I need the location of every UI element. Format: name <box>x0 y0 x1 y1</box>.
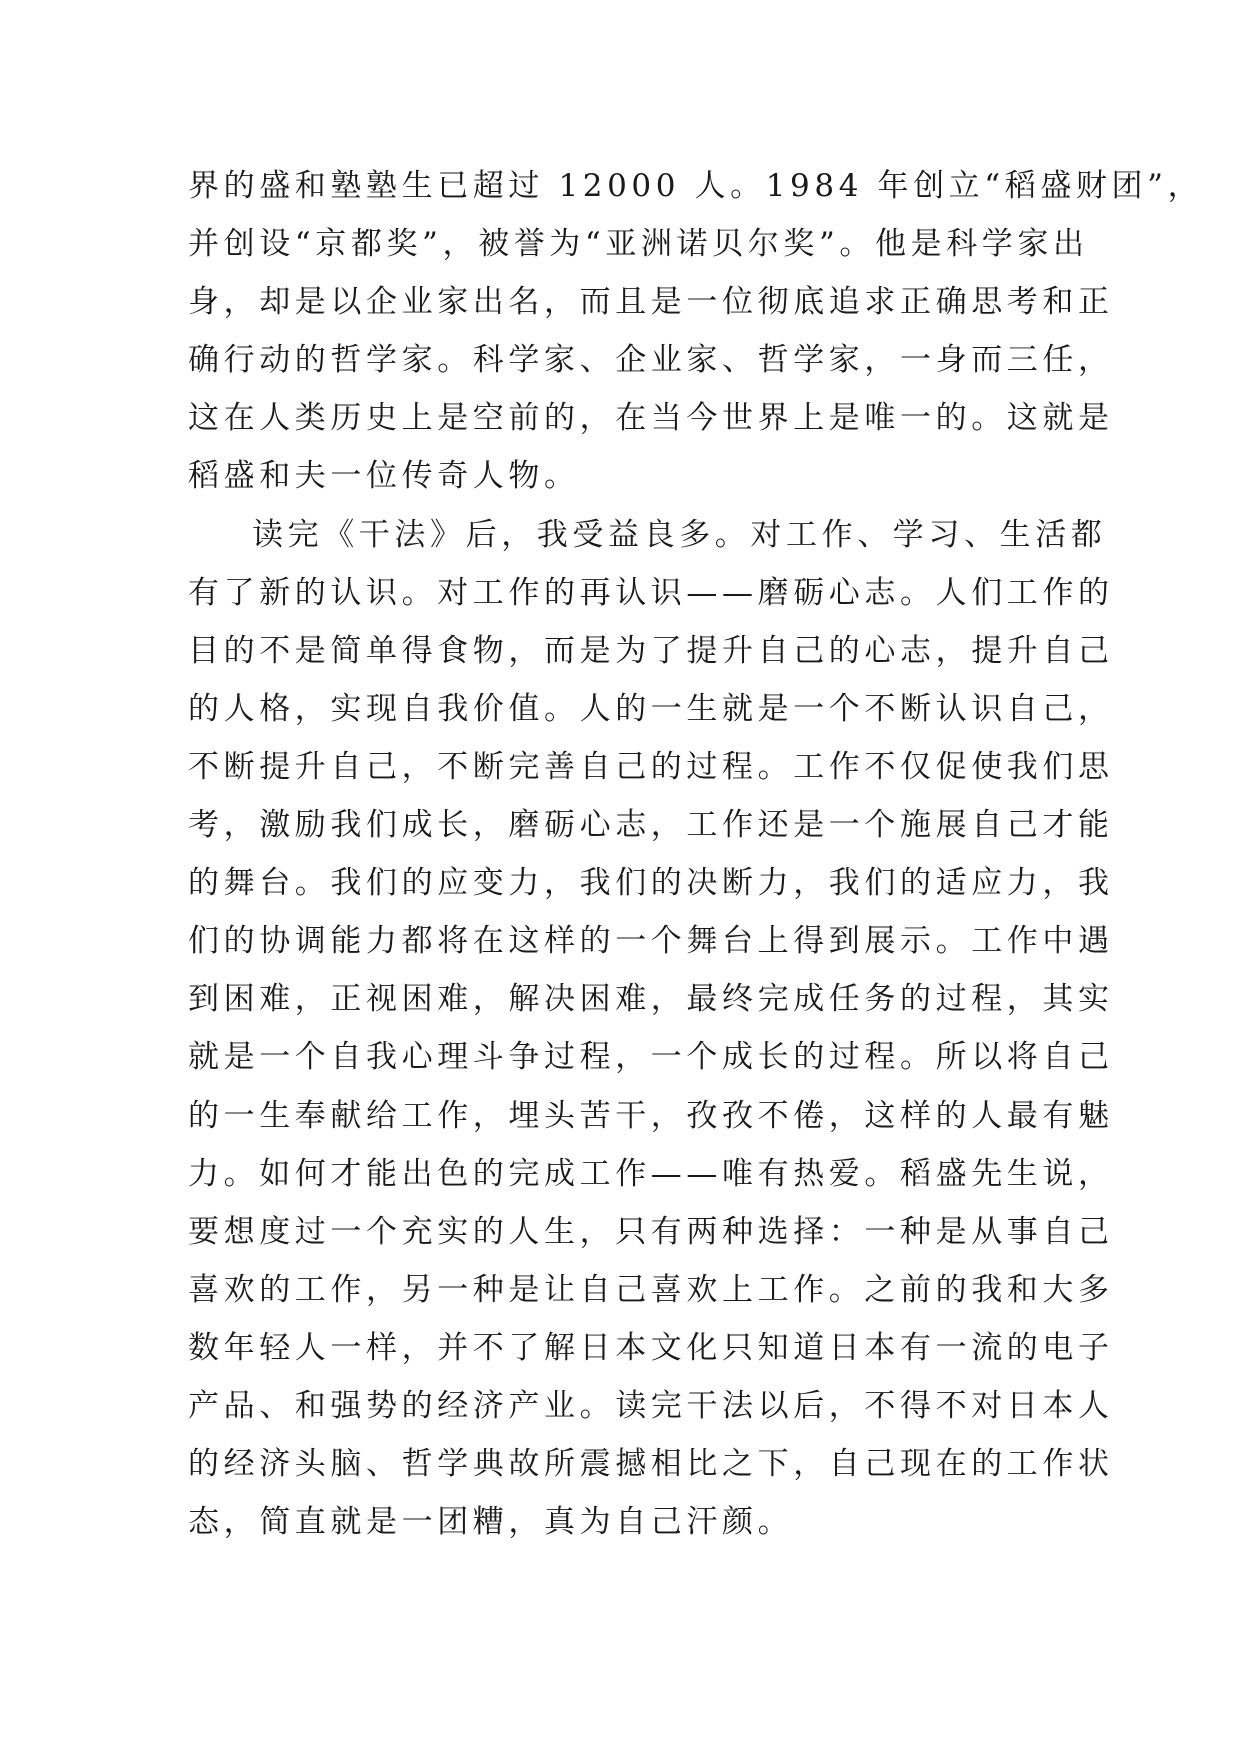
text-line: 稻盛和夫一位传奇人物。 <box>188 458 580 495</box>
text-line: 们的协调能力都将在这样的一个舞台上得到展示。工作中遇 <box>188 923 1114 960</box>
text-line: 产品、和强势的经济产业。读完干法以后，不得不对日本人 <box>188 1387 1114 1424</box>
text-line: 读完《干法》后，我受益良多。对工作、学习、生活都 <box>252 516 1107 553</box>
text-line: 数年轻人一样，并不了解日本文化只知道日本有一流的电子 <box>188 1329 1114 1366</box>
text-line: 要想度过一个充实的人生，只有两种选择：一种是从事自己 <box>188 1213 1114 1250</box>
paragraph-1 <box>188 157 1204 506</box>
body-text <box>188 157 1204 1551</box>
text-line: 喜欢的工作，另一种是让自己喜欢上工作。之前的我和大多 <box>188 1271 1114 1308</box>
text-line: 的经济头脑、哲学典故所震撼相比之下，自己现在的工作状 <box>188 1446 1114 1483</box>
text-line: 考，激励我们成长，磨砺心志，工作还是一个施展自己才能 <box>188 807 1114 844</box>
text-line: 态，简直就是一团糟，真为自己汗颜。 <box>188 1504 794 1541</box>
paragraph-2 <box>188 506 1114 1552</box>
text-line: 身，却是以企业家出名，而且是一位彻底追求正确思考和正 <box>188 284 1114 321</box>
text-line: 就是一个自我心理斗争过程，一个成长的过程。所以将自己 <box>188 1039 1114 1076</box>
text-line: 到困难，正视困难，解决困难，最终完成任务的过程，其实 <box>188 981 1114 1018</box>
text-line: 的人格，实现自我价值。人的一生就是一个不断认识自己， <box>188 690 1114 727</box>
text-line: 并创设“京都奖”，被誉为“亚洲诺贝尔奖”。他是科学家出 <box>188 226 1089 263</box>
text-line: 不断提升自己，不断完善自己的过程。工作不仅促使我们思 <box>188 748 1114 785</box>
text-line: 界的盛和塾塾生已超过 12000 人。1984 年创立“稻盛财团”， <box>188 168 1204 204</box>
text-line: 力。如何才能出色的完成工作——唯有热爱。稻盛先生说， <box>188 1155 1114 1192</box>
text-line: 确行动的哲学家。科学家、企业家、哲学家，一身而三任， <box>188 342 1114 379</box>
text-line: 的舞台。我们的应变力，我们的决断力，我们的适应力，我 <box>188 865 1114 902</box>
text-line: 的一生奉献给工作，埋头苦干，孜孜不倦，这样的人最有魅 <box>188 1097 1114 1134</box>
text-line: 这在人类历史上是空前的，在当今世界上是唯一的。这就是 <box>188 400 1114 437</box>
text-line: 有了新的认识。对工作的再认识——磨砺心志。人们工作的 <box>188 574 1114 611</box>
text-line: 目的不是简单得食物，而是为了提升自己的心志，提升自己 <box>188 632 1114 669</box>
